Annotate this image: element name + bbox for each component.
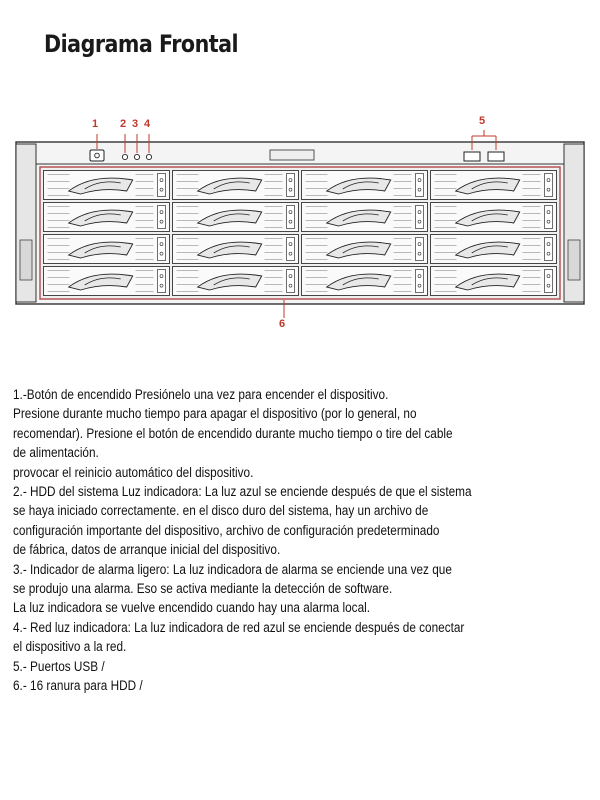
description-line: 2.- HDD del sistema Luz indicadora: La luz azul se enciende después de que el sistema [13,484,472,500]
description-line: se haya iniciado correctamente. en el disco duro del sistema, hay un archivo de [13,503,429,519]
description-line: 6.- 16 ranura para HDD / [13,678,143,694]
description-line: provocar el reinicio automático del dispositivo. [13,464,254,480]
description-line: 5.- Puertos USB / [13,658,105,674]
callout-6: 6 [279,318,286,330]
description-line: 3.- Indicador de alarma ligero: La luz indicadora de alarma se enciende una vez que [13,561,452,577]
description-line: 1.-Botón de encendido Presiónelo una vez para encender el dispositivo. [13,387,389,402]
description-line: recomendar). Presione el botón de encendido durante mucho tiempo o tire del cable [13,425,453,441]
page-title: Diagrama Frontal [44,30,239,58]
hdd-slot [44,267,170,296]
hdd-slot [431,235,557,264]
description-line: de alimentación. [13,445,99,461]
handle-right [568,240,580,280]
hdd-slot [431,267,557,296]
description-line: configuración importante del dispositivo, archivo de configuración predeterminado [13,522,440,538]
hdd-slot [431,203,557,232]
description-line: La luz indicadora se vuelve encendido cuando hay una alarma local. [13,600,371,616]
chassis-drawing [12,112,588,342]
hdd-slot [302,203,428,232]
hdd-slot [302,267,428,296]
hdd-slot [44,171,170,200]
callout-4: 4 [144,118,151,130]
power-button [90,150,104,161]
led-system-hdd [122,154,127,159]
description-line: el dispositivo a la red. [13,639,127,655]
led-network [146,154,151,159]
callout-3: 3 [132,118,139,130]
description-line: 4.- Red luz indicadora: La luz indicadora de red azul se enciende después de conectar [13,619,465,635]
front-panel-diagram [12,112,588,342]
description-text [13,385,585,696]
hdd-slot [173,235,299,264]
front-display-window [270,150,314,160]
callout-1: 1 [92,118,99,130]
hdd-slot [173,267,299,296]
hdd-slot [173,171,299,200]
description-line: se produjo una alarma. Eso se activa mediante la detección de software. [13,581,393,597]
hdd-slot [431,171,557,200]
usb-port-1 [464,152,480,161]
hdd-slot [173,203,299,232]
description-line: de fábrica, datos de arranque inicial del dispositivo. [13,542,281,558]
handle-left [20,240,32,280]
callout-5: 5 [479,115,486,127]
hdd-slot [44,235,170,264]
hdd-slot [44,203,170,232]
hdd-slot [302,235,428,264]
usb-port-2 [488,152,504,161]
callout-2: 2 [120,118,127,130]
led-alarm [134,154,139,159]
hdd-slot [302,171,428,200]
description-line: Presione durante mucho tiempo para apagar el dispositivo (por lo general, no [13,406,417,422]
